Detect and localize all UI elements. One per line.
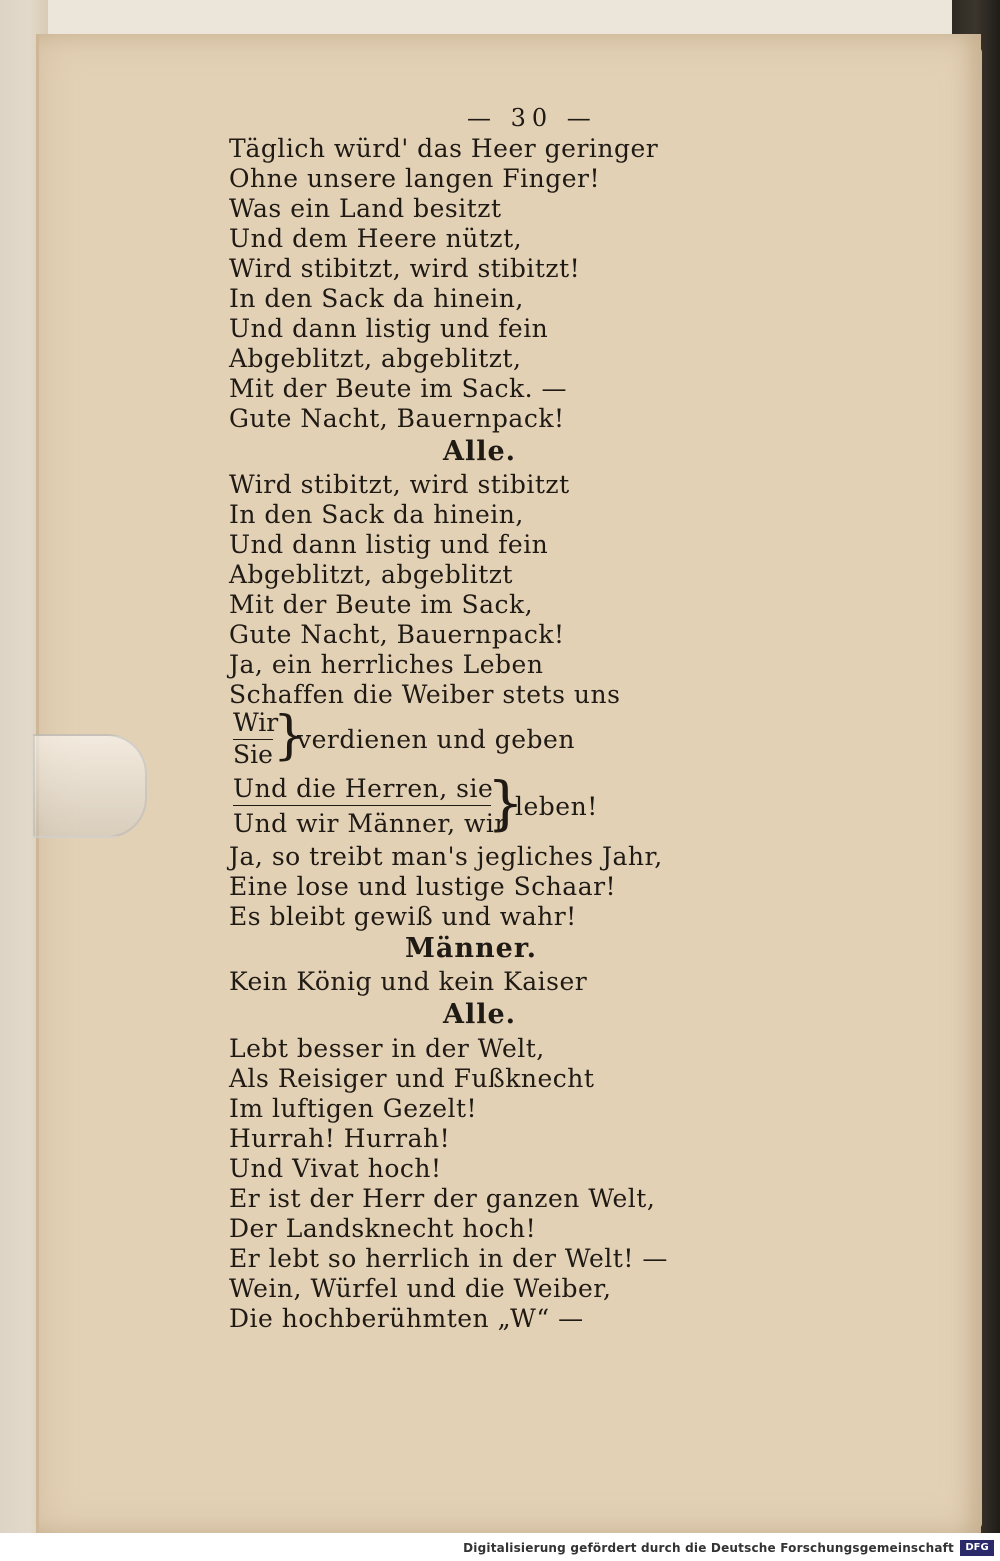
verse-line: Was ein Land besitzt [229, 194, 502, 223]
verse-line: Es bleibt gewiß und wahr! [229, 902, 577, 931]
page-number: — 30 — [467, 104, 597, 132]
verse-line: Und dann listig und fein [229, 314, 549, 343]
verse-line: In den Sack da hinein, [229, 500, 524, 529]
verse-line: Im luftigen Gezelt! [229, 1094, 478, 1123]
verse-line: Er lebt so herrlich in der Welt! — [229, 1244, 668, 1273]
verse-line: Gute Nacht, Bauernpack! [229, 620, 565, 649]
verse-line: Ohne unsere langen Finger! [229, 164, 601, 193]
verse-line: Kein König und kein Kaiser [229, 967, 588, 996]
brace-bottom-word: Sie [233, 740, 273, 769]
verse-line: Täglich würd' das Heer geringer [229, 134, 659, 163]
verse-line: Die hochberühmten „W“ — [229, 1304, 584, 1333]
brace-divider [233, 805, 491, 806]
brace-top-word: Wir [233, 708, 279, 737]
speaker-heading: Alle. [443, 999, 517, 1030]
curly-brace-icon: } [487, 769, 524, 837]
verse-line: Und Vivat hoch! [229, 1154, 442, 1183]
brace-top-line: Und die Herren, sie [233, 774, 494, 803]
verse-line: In den Sack da hinein, [229, 284, 524, 313]
brace-text: verdienen und geben [297, 725, 575, 754]
verse-line: Wird stibitzt, wird stibitzt! [229, 254, 581, 283]
book-page [36, 34, 981, 1534]
verse-line: Er ist der Herr der ganzen Welt, [229, 1184, 656, 1213]
curly-brace-icon: } [273, 706, 307, 766]
verse-line: Hurrah! Hurrah! [229, 1124, 451, 1153]
verse-line: Ja, ein herrliches Leben [229, 650, 544, 679]
verse-line: Abgeblitzt, abgeblitzt, [229, 344, 522, 373]
verse-line: Ja, so treibt man's jegliches Jahr, [229, 842, 663, 871]
verse-line: Mit der Beute im Sack. — [229, 374, 568, 403]
brace-bottom-line: Und wir Männer, wir [233, 809, 507, 838]
speaker-heading: Männer. [405, 933, 537, 964]
brace-text: leben! [515, 792, 598, 821]
verse-line: Lebt besser in der Welt, [229, 1034, 545, 1063]
verse-line: Mit der Beute im Sack, [229, 590, 534, 619]
verse-line: Eine lose und lustige Schaar! [229, 872, 617, 901]
footer-bar [0, 1533, 1000, 1561]
verse-line: Und dann listig und fein [229, 530, 549, 559]
verse-line: Schaffen die Weiber stets uns [229, 680, 621, 709]
verse-line: Wein, Würfel und die Weiber, [229, 1274, 612, 1303]
verse-line: Abgeblitzt, abgeblitzt [229, 560, 513, 589]
verse-line: Und dem Heere nützt, [229, 224, 523, 253]
page-holder-clip [33, 734, 147, 838]
speaker-heading: Alle. [443, 436, 517, 467]
verse-line: Der Landsknecht hoch! [229, 1214, 537, 1243]
footer-credit: Digitalisierung gefördert durch die Deutsche Forschungsgemeinschaft [463, 1541, 954, 1555]
dfg-logo: DFG [960, 1540, 994, 1556]
verse-line: Gute Nacht, Bauernpack! [229, 404, 565, 433]
verse-line: Als Reisiger und Fußknecht [229, 1064, 595, 1093]
verse-line: Wird stibitzt, wird stibitzt [229, 470, 570, 499]
